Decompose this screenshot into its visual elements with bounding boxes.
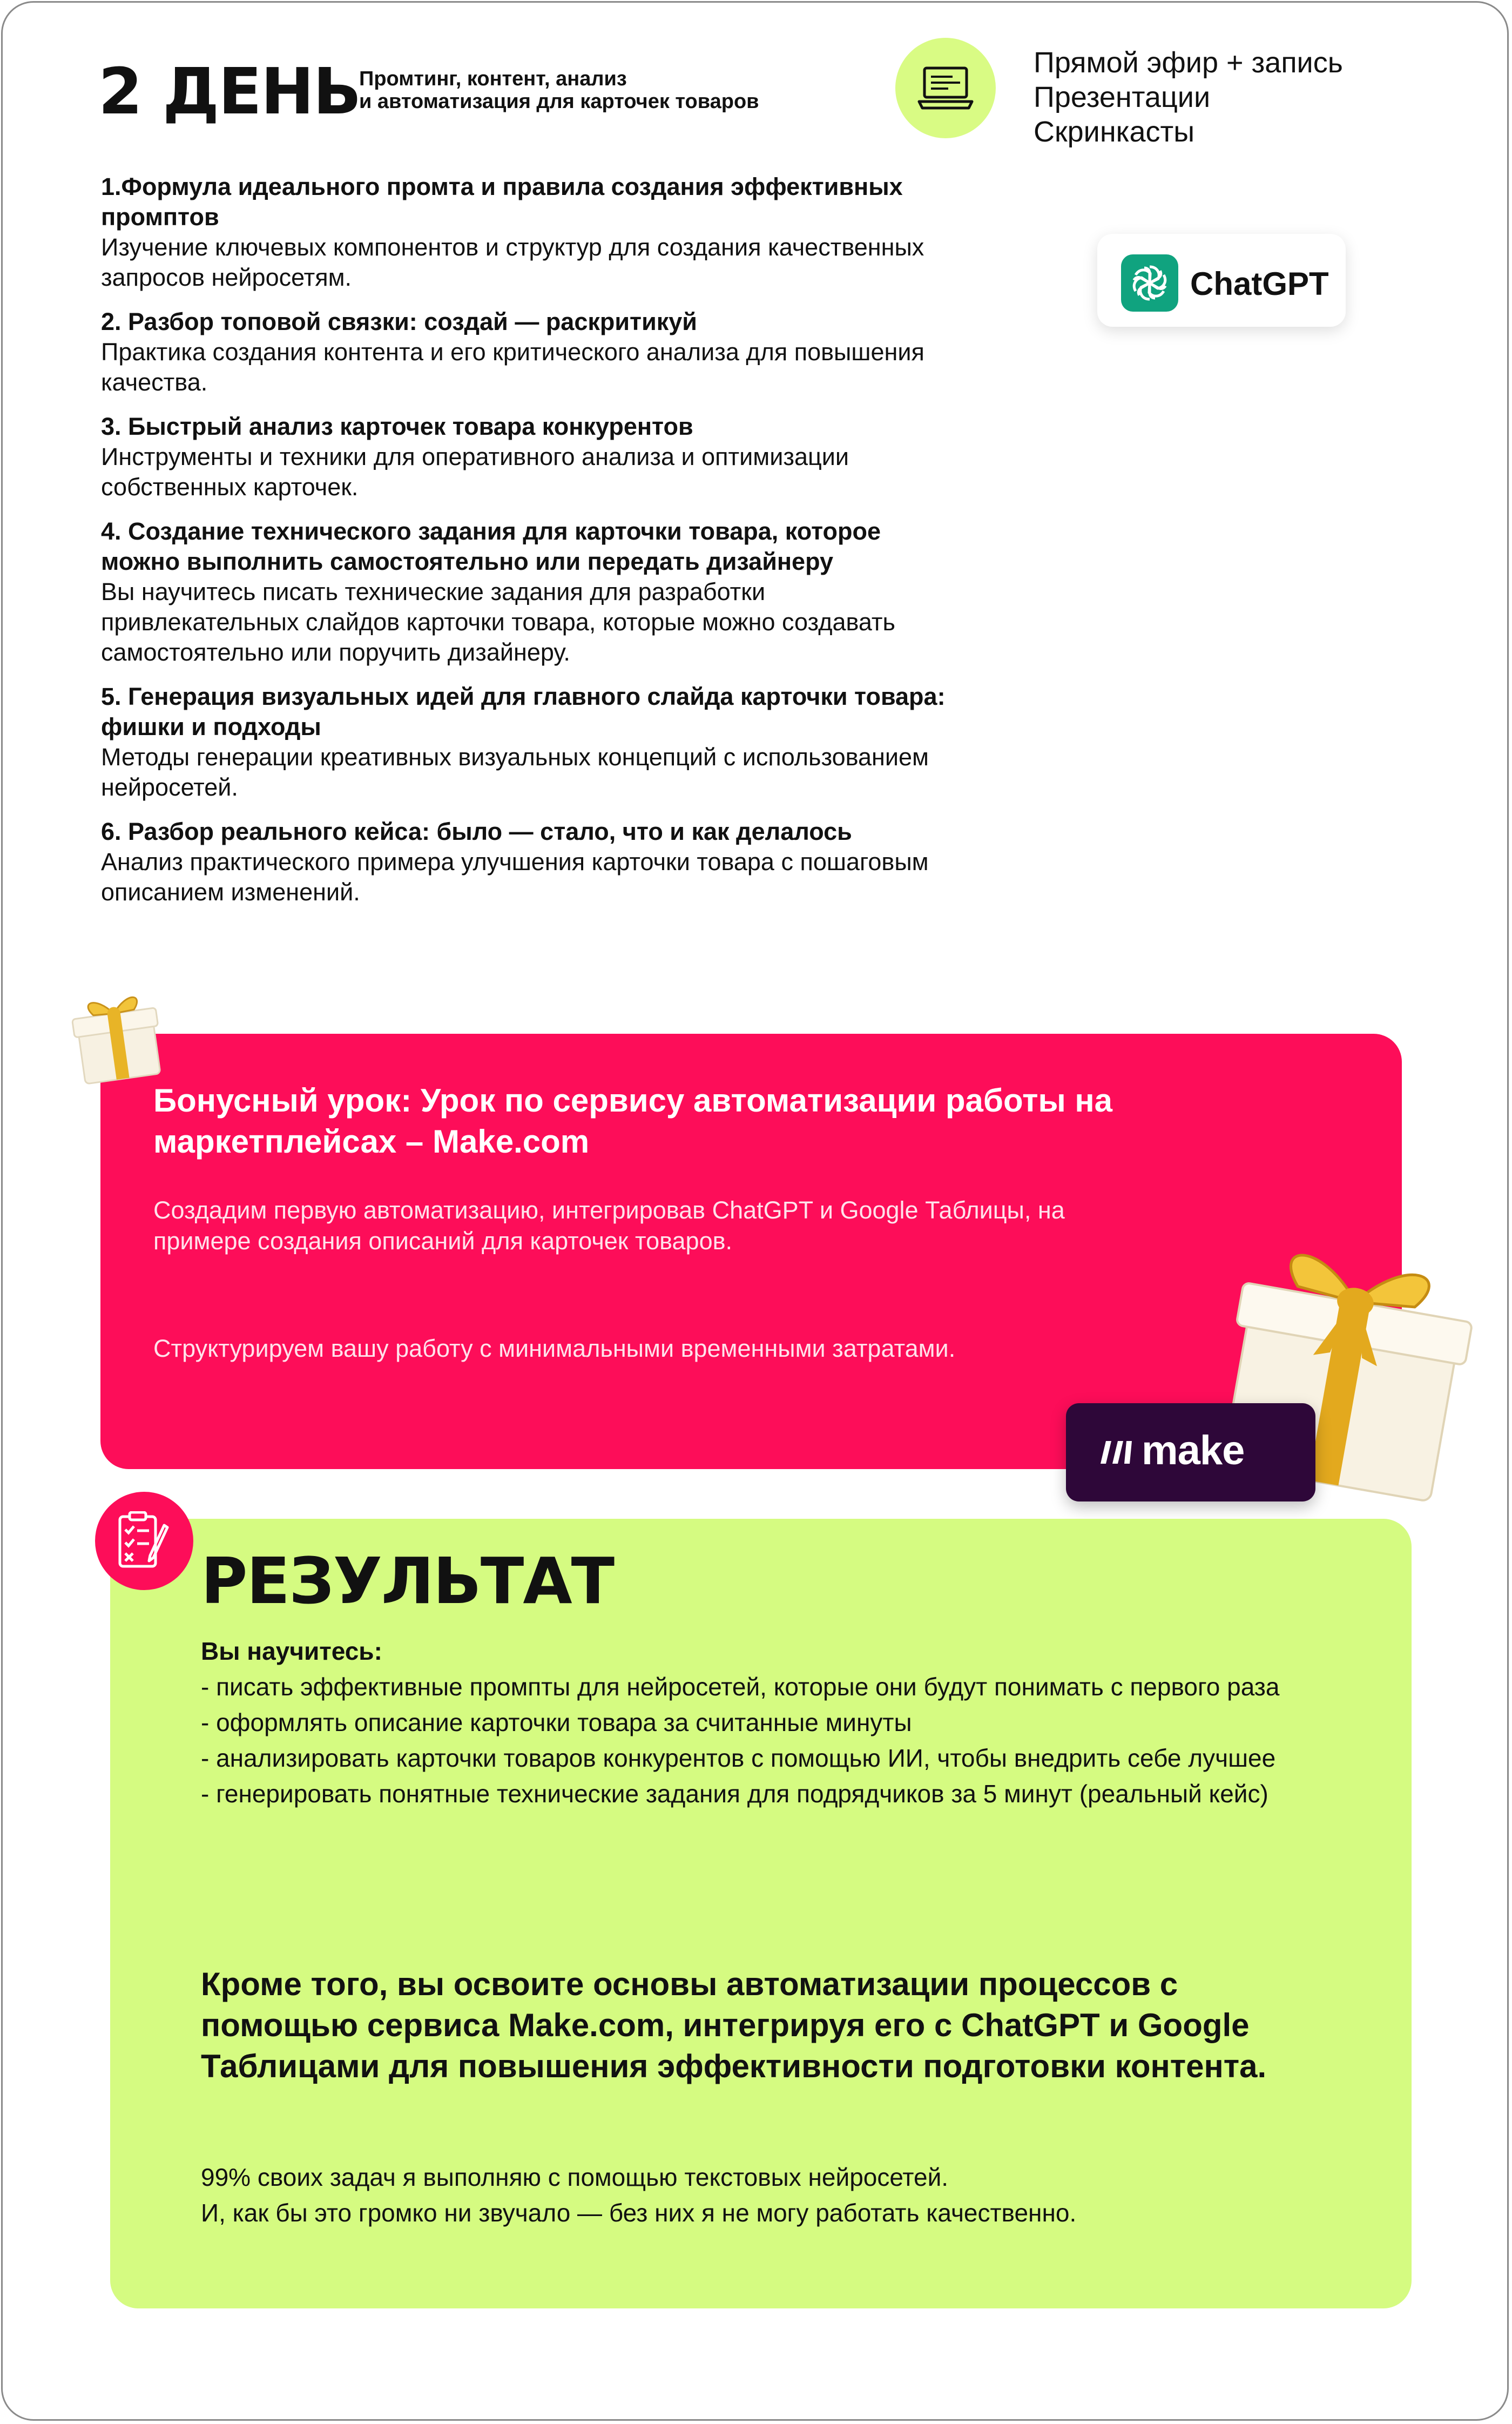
lesson-item xyxy=(101,516,954,668)
lesson-title: 3. Быстрый анализ карточек товара конкурентов xyxy=(101,413,693,440)
author-quote xyxy=(201,2159,1281,2231)
learn-list xyxy=(201,1633,1335,1812)
lesson-description: Анализ практического примера улучшения карточки товара с пошаговым описанием изменений. xyxy=(101,848,929,906)
lesson-item xyxy=(101,307,954,398)
lesson-description: Инструменты и техники для оперативного анализа и оптимизации собственных карточек. xyxy=(101,443,849,501)
make-logo-text: make xyxy=(1142,1428,1245,1473)
laptop-icon xyxy=(917,66,974,111)
lesson-title: 1.Формула идеального промта и правила создания эффективных промптов xyxy=(101,173,903,231)
day-subtitle-line1: Промтинг, контент, анализ xyxy=(359,68,627,90)
gift-box-icon xyxy=(64,982,172,1085)
lesson-title: 6. Разбор реального кейса: было — стало, что и как делалось xyxy=(101,818,852,845)
laptop-icon-badge xyxy=(895,38,996,138)
lesson-item xyxy=(101,682,954,803)
format-item: Прямой эфир + запись xyxy=(1034,46,1343,79)
format-item: Презентации xyxy=(1034,81,1211,113)
quote-line: 99% своих задач я выполняю с помощью текстовых нейросетей. xyxy=(201,2163,949,2191)
make-logo-badge xyxy=(1066,1403,1315,1501)
quote-line: И, как бы это громко ни звучало — без них я не могу работать качественно. xyxy=(201,2199,1077,2227)
day-subtitle xyxy=(359,68,888,113)
learn-item: - оформлять описание карточки товара за считанные минуты xyxy=(201,1708,912,1736)
format-item: Скринкасты xyxy=(1034,116,1195,148)
lesson-list xyxy=(101,172,954,921)
bonus-paragraph: Структурируем вашу работу с минимальными временными затратами. xyxy=(153,1335,956,1362)
bonus-paragraph: Создадим первую автоматизацию, интегрировав ChatGPT и Google Таблицы, на примере создания описаний для карточек товаров. xyxy=(153,1196,1065,1255)
format-list xyxy=(1034,45,1343,149)
lesson-title: 5. Генерация визуальных идей для главного слайда карточки товара: фишки и подходы xyxy=(101,683,946,740)
learn-heading: Вы научитесь: xyxy=(201,1637,382,1665)
lesson-description: Методы генерации креативных визуальных концепций с использованием нейросетей. xyxy=(101,743,929,801)
openai-logo-badge xyxy=(1121,254,1178,312)
checklist-icon xyxy=(116,1511,173,1571)
result-title: РЕЗУЛЬТАТ xyxy=(201,1544,614,1618)
lesson-item xyxy=(101,412,954,502)
bonus-title: Бонусный урок: Урок по сервису автоматизации работы на маркетплейсах – Make.com xyxy=(153,1082,1113,1160)
make-logo-icon xyxy=(1098,1439,1134,1466)
lesson-item xyxy=(101,817,954,907)
learn-item: - генерировать понятные технические задания для подрядчиков за 5 минут (реальный кейс) xyxy=(201,1780,1268,1808)
lesson-item xyxy=(101,172,954,293)
checklist-icon-badge xyxy=(95,1492,193,1590)
lesson-description: Изучение ключевых компонентов и структур для создания качественных запросов нейросетям. xyxy=(101,233,924,291)
chatgpt-name: ChatGPT xyxy=(1190,266,1329,302)
openai-logo-icon xyxy=(1128,261,1171,305)
lesson-title: 2. Разбор топовой связки: создай — раскритикуй xyxy=(101,308,697,335)
chatgpt-card xyxy=(1097,234,1346,327)
lesson-description: Вы научитесь писать технические задания для разработки привлекательных слайдов карточки товара, которые можно создавать самостоятельно или поручить дизайнеру. xyxy=(101,578,895,666)
day-subtitle-line2: и автоматизация для карточек товаров xyxy=(359,90,759,113)
automation-summary: Кроме того, вы освоите основы автоматизации процессов с помощью сервиса Make.com, интегрируя его с ChatGPT и Google Таблицами для повышения эффективности подготовки контента. xyxy=(201,1966,1267,2084)
lesson-title: 4. Создание технического задания для карточки товара, которое можно выполнить самостоятельно или передать дизайнеру xyxy=(101,517,881,575)
day-title: 2 ДЕНЬ xyxy=(98,54,361,129)
lesson-description: Практика создания контента и его критического анализа для повышения качества. xyxy=(101,338,924,396)
learn-item: - анализировать карточки товаров конкурентов с помощью ИИ, чтобы внедрить себе лучшее xyxy=(201,1744,1276,1772)
learn-item: - писать эффективные промпты для нейросетей, которые они будут понимать с первого раза xyxy=(201,1673,1280,1701)
